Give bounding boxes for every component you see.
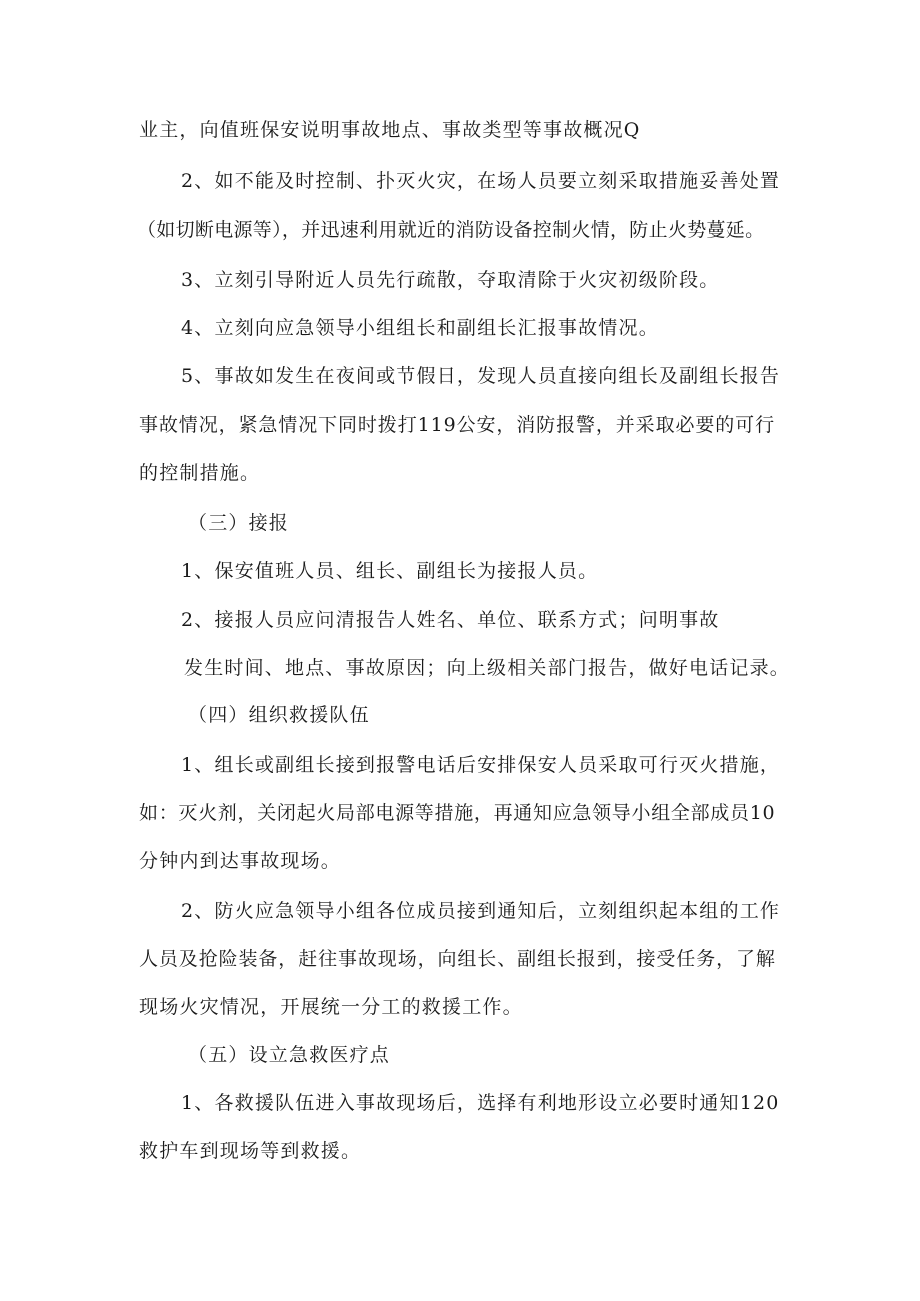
- text-line: 1、组长或副组长接到报警电话后安排保安人员采取可行灭火措施，: [181, 754, 781, 776]
- text-line: 如：灭火剂，关闭起火局部电源等措施，再通知应急领导小组全部成员10: [139, 802, 776, 824]
- text-line: 发生时间、地点、事故原因；向上级相关部门报告，做好电话记录。: [184, 657, 791, 679]
- text-line: 业主，向值班保安说明事故地点、事故类型等事故概况Q: [139, 119, 641, 141]
- text-line: 1、各救援队伍进入事故现场后，选择有利地形设立必要时通知120: [181, 1092, 780, 1114]
- text-line: 2、接报人员应问清报告人姓名、单位、联系方式；问明事故: [181, 609, 720, 631]
- text-line: 人员及抢险装备，赶往事故现场，向组长、副组长报到，接受任务，了解: [139, 948, 776, 970]
- text-line: 救护车到现场等到救援。: [139, 1140, 362, 1162]
- section-heading: （五）设立急救医疗点: [188, 1044, 391, 1066]
- text-line: 5、事故如发生在夜间或节假日，发现人员直接向组长及副组长报告: [181, 365, 781, 387]
- text-line: 4、立刻向应急领导小组组长和副组长汇报事故情况。: [181, 317, 659, 339]
- text-line: 的控制措施。: [139, 462, 261, 484]
- text-line: 2、如不能及时控制、扑灭火灾，在场人员要立刻采取措施妥善处置: [181, 170, 781, 192]
- text-line: 2、防火应急领导小组各位成员接到通知后，立刻组织起本组的工作: [181, 900, 781, 922]
- text-line: （如切断电源等），并迅速利用就近的消防设备控制火情，防止火势蔓延。: [137, 219, 765, 241]
- text-line: 3、立刻引导附近人员先行疏散，夺取清除于火灾初级阶段。: [181, 269, 720, 291]
- text-line: 事故情况，紧急情况下同时拨打119公安，消防报警，并采取必要的可行: [139, 414, 775, 436]
- section-heading: （四）组织救援队伍: [188, 704, 370, 726]
- text-line: 1、保安值班人员、组长、副组长为接报人员。: [181, 560, 599, 582]
- text-line: 现场火灾情况，开展统一分工的救援工作。: [139, 996, 523, 1018]
- text-line: 分钟内到达事故现场。: [139, 850, 342, 872]
- section-heading: （三）接报: [188, 512, 290, 534]
